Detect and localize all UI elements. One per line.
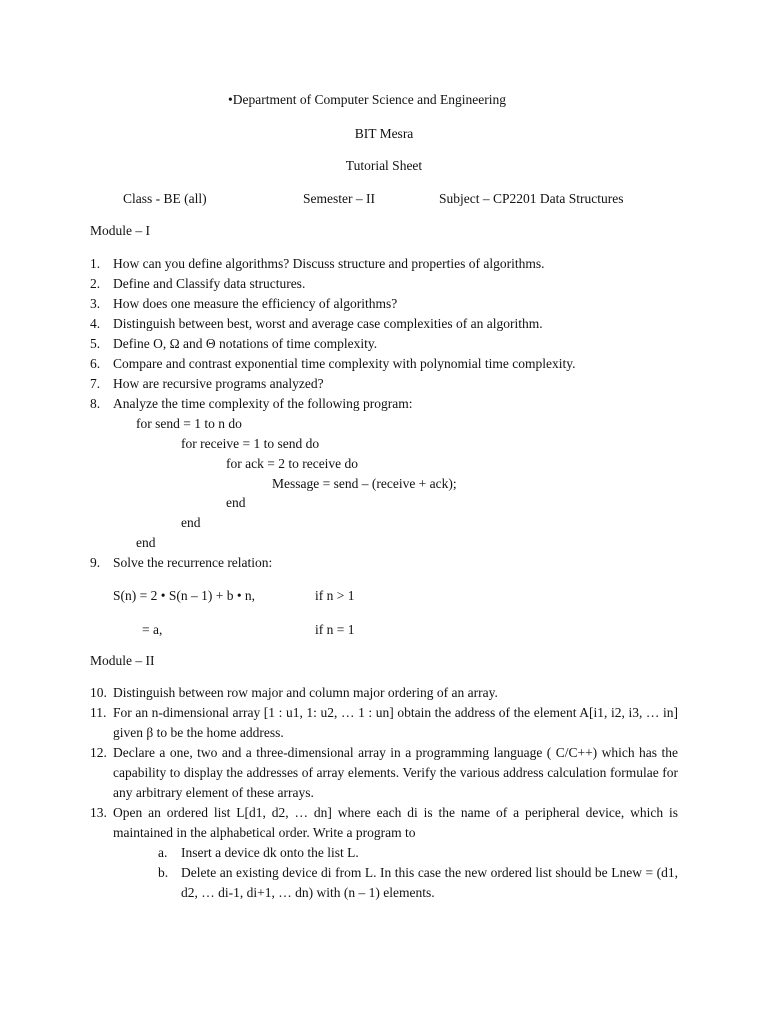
question-number: 1.	[90, 256, 101, 271]
question-text: Open an ordered list L[d1, d2, … dn] where each di is the name of a peripheral device, which is maintained in the alphabetical order. Write a program to	[113, 805, 678, 840]
code-line: Message = send – (receive + ack);	[272, 476, 457, 491]
institute-name: BIT Mesra	[354, 126, 414, 141]
code-line: end	[226, 495, 246, 510]
question-number: 13.	[90, 805, 107, 820]
recurrence-case-1: S(n) = 2 • S(n – 1) + b • n,	[113, 588, 256, 603]
code-line: for ack = 2 to receive do	[226, 456, 359, 471]
question-12	[90, 743, 678, 803]
subject-info: Subject – CP2201 Data Structures	[439, 191, 624, 206]
code-line: end	[181, 515, 201, 530]
question-number: 6.	[90, 356, 101, 371]
question-number: 10.	[90, 685, 107, 700]
question-text: Compare and contrast exponential time complexity with polynomial time complexity.	[113, 356, 576, 371]
question-11	[90, 703, 678, 743]
sheet-title: Tutorial Sheet	[345, 158, 423, 173]
question-text: Declare a one, two and a three-dimensional array in a programming language ( C/C++) which has the capability to display the addresses of array elements. Verify the various address calculation formulae for any arbitrary element of these arrays.	[113, 745, 678, 800]
question-number: 5.	[90, 336, 101, 351]
department-heading: •Department of Computer Science and Engineering	[228, 92, 507, 107]
module-1-title: Module – I	[90, 223, 150, 238]
question-13	[90, 803, 678, 843]
question-text: How does one measure the efficiency of algorithms?	[113, 296, 398, 311]
question-text: Analyze the time complexity of the following program:	[113, 396, 413, 411]
sub-item-letter-b: b.	[158, 865, 169, 880]
class-info: Class - BE (all)	[123, 191, 207, 206]
question-text: For an n-dimensional array [1 : u1, 1: u2, … 1 : un] obtain the address of the element A[i1, i2, i3, … in] given β to be the home address.	[113, 705, 678, 740]
question-text: Distinguish between row major and column major ordering of an array.	[113, 685, 498, 700]
question-number: 2.	[90, 276, 101, 291]
sub-item-text-b: Delete an existing device di from L. In this case the new ordered list should be Lnew = (d1, d2, … di-1, di+1, … dn) with (n – 1) elements.	[181, 865, 678, 900]
code-line: end	[136, 535, 156, 550]
question-number: 7.	[90, 376, 101, 391]
recurrence-condition-1: if n > 1	[315, 588, 355, 603]
code-line: for receive = 1 to send do	[181, 436, 320, 451]
question-number: 9.	[90, 555, 101, 570]
sub-item-text-a: Insert a device dk onto the list L.	[181, 845, 359, 860]
question-number: 8.	[90, 396, 101, 411]
recurrence-condition-2: if n = 1	[315, 622, 355, 637]
recurrence-case-2: = a,	[142, 622, 163, 637]
question-text: Define and Classify data structures.	[113, 276, 306, 291]
question-text: How can you define algorithms? Discuss structure and properties of algorithms.	[113, 256, 545, 271]
question-number: 11.	[90, 705, 107, 720]
module-2-title: Module – II	[90, 653, 155, 668]
semester-info: Semester – II	[303, 191, 375, 206]
question-text: Define O, Ω and Θ notations of time complexity.	[113, 336, 378, 351]
question-text: Solve the recurrence relation:	[113, 555, 273, 570]
question-number: 4.	[90, 316, 101, 331]
question-text: Distinguish between best, worst and average case complexities of an algorithm.	[113, 316, 543, 331]
question-text: How are recursive programs analyzed?	[113, 376, 324, 391]
sub-item-letter-a: a.	[158, 845, 168, 860]
code-line: for send = 1 to n do	[136, 416, 242, 431]
question-number: 3.	[90, 296, 101, 311]
question-number: 12.	[90, 745, 107, 760]
